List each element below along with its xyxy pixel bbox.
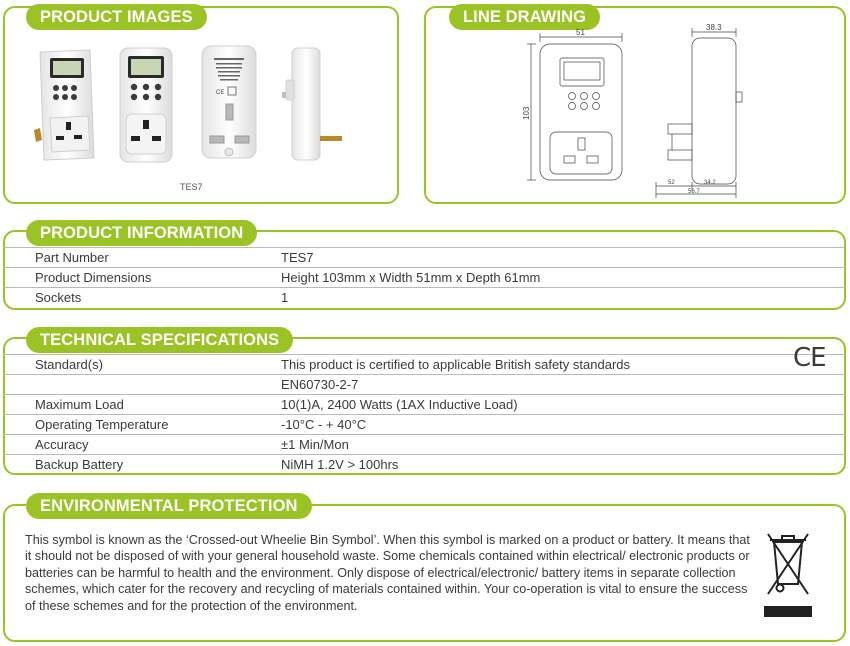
table-row <box>3 394 846 414</box>
row-value: This product is certified to applicable British safety standards <box>281 357 631 372</box>
product-information-table <box>3 247 846 307</box>
table-row <box>3 374 846 394</box>
row-label: Standard(s) <box>35 357 103 372</box>
dim-height: 103 <box>522 106 531 120</box>
ce-mark: CE <box>793 343 826 373</box>
side-outline <box>692 38 736 184</box>
table-row <box>3 434 846 454</box>
dim-total-depth: 56.7 <box>688 189 700 195</box>
dim-pin-b: 34.2 <box>704 180 716 186</box>
table-row <box>3 354 846 374</box>
row-label: Part Number <box>35 250 109 265</box>
row-value: TES7 <box>281 250 314 265</box>
row-value: NiMH 1.2V > 100hrs <box>281 457 399 472</box>
table-row <box>3 454 846 474</box>
timer-back-photo <box>202 46 256 158</box>
row-label: Maximum Load <box>35 397 124 412</box>
table-row <box>3 414 846 434</box>
row-label: Operating Temperature <box>35 417 169 432</box>
row-value: ±1 Min/Mon <box>281 437 349 452</box>
timer-front-photo <box>120 48 172 162</box>
technical-specifications-heading: TECHNICAL SPECIFICATIONS <box>26 327 293 353</box>
environmental-protection-heading: ENVIRONMENTAL PROTECTION <box>26 493 312 519</box>
row-label: Accuracy <box>35 437 89 452</box>
table-row <box>3 287 846 307</box>
crossed-out-wheelie-bin-icon <box>762 528 814 622</box>
table-row <box>3 267 846 287</box>
timer-side-photo <box>282 48 342 160</box>
line-drawing <box>520 24 760 200</box>
front-outline <box>540 44 622 180</box>
row-label: Backup Battery <box>35 457 124 472</box>
dim-pin-a: 52 <box>668 180 675 186</box>
row-label: Product Dimensions <box>35 270 152 285</box>
row-value: -10°C - + 40°C <box>281 417 367 432</box>
dim-width: 51 <box>576 28 585 37</box>
line-drawing-heading: LINE DRAWING <box>449 4 600 30</box>
timer-front-angled-photo <box>34 50 94 160</box>
product-images-caption: TES7 <box>180 182 203 192</box>
product-information-heading: PRODUCT INFORMATION <box>26 220 257 246</box>
dim-depth: 38.3 <box>706 24 722 32</box>
row-value: 1 <box>281 290 289 305</box>
environmental-protection-text: This symbol is known as the ‘Crossed-out Wheelie Bin Symbol’. When this symbol is marked on a product or battery. It means that it should not be disposed of with your general household waste. Some chemicals contained within electrical/ electronic products or batteries can be harmful to health and the environment. Only dispose of electrical/electronic/ battery items in separate collection schemes, which cater for the recovery and recycling of materials contained within. Your co-operation is vital to ensure the success of these schemes and for the protection of the environment. <box>25 533 750 613</box>
table-row <box>3 247 846 267</box>
row-label: Sockets <box>35 290 82 305</box>
product-images-heading: PRODUCT IMAGES <box>26 4 207 30</box>
technical-specifications-table <box>3 354 846 474</box>
row-value: 10(1)A, 2400 Watts (1AX Inductive Load) <box>281 397 518 412</box>
product-photos <box>30 40 360 172</box>
row-value: EN60730-2-7 <box>281 377 359 392</box>
row-value: Height 103mm x Width 51mm x Depth 61mm <box>281 270 541 285</box>
svg-text:CE: CE <box>216 90 225 96</box>
